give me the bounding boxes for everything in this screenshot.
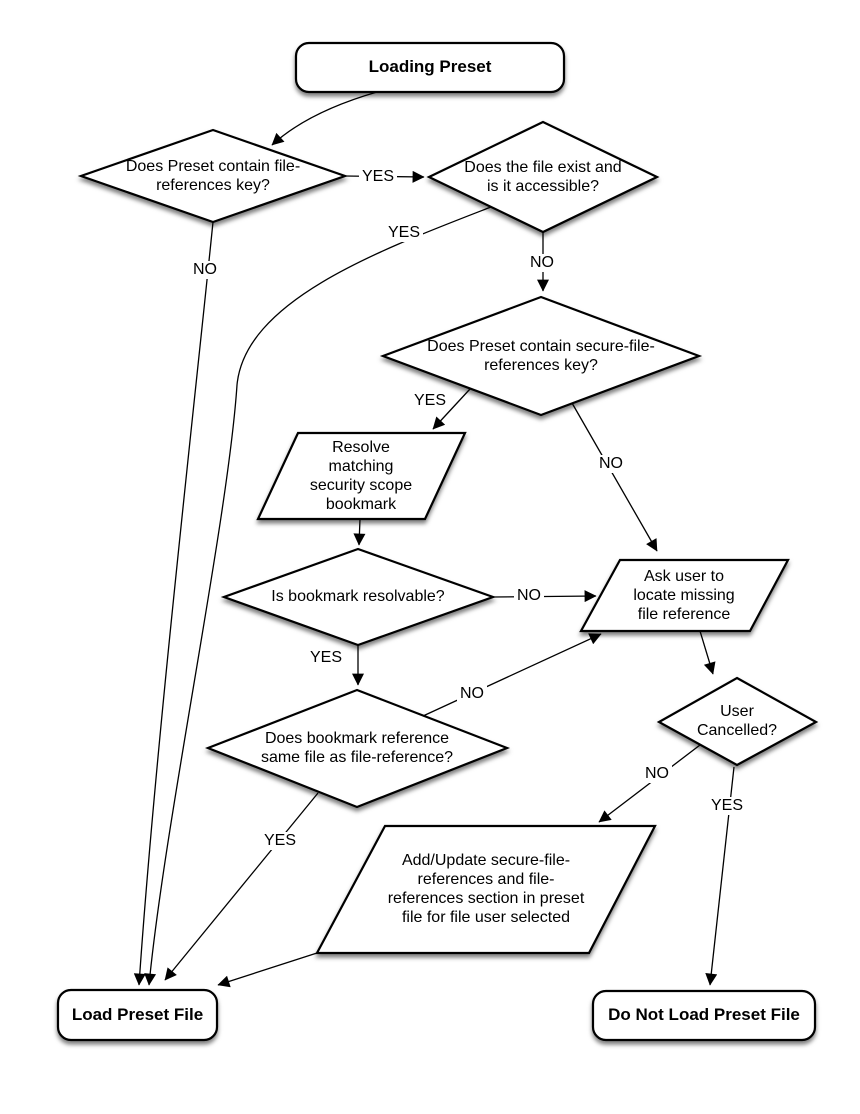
edge-label-yes: YES	[385, 224, 423, 242]
edge-start-to-has-file-references	[272, 92, 377, 145]
label-bookmark-resolvable: Is bookmark resolvable?	[271, 588, 445, 606]
label-resolve-bookmark: Resolve matching security scope bookmark	[309, 438, 413, 514]
label-add-update-references: Add/Update secure-file-references and file-references section in preset file for file user selected	[387, 851, 585, 927]
edge-resolvable-no	[493, 596, 596, 597]
label-load-preset-file: Load Preset File	[71, 1004, 204, 1024]
label-do-not-load-preset-file: Do Not Load Preset File	[608, 1005, 800, 1025]
edge-ask-user-to-cancelled	[700, 631, 713, 674]
edge-label-no: NO	[596, 455, 626, 473]
edge-label-yes: YES	[411, 392, 449, 410]
edge-cancelled-no	[599, 745, 700, 822]
label-has-file-references: Does Preset contain file-references key?	[125, 157, 301, 194]
label-ask-user-locate: Ask user to locate missing file reference	[633, 567, 735, 624]
edge-resolve-to-resolvable	[359, 519, 360, 545]
edge-label-no: NO	[457, 685, 487, 703]
edge-label-no: NO	[190, 261, 220, 279]
edge-has-secure-no	[572, 403, 657, 551]
label-has-secure-file-references: Does Preset contain secure-file-references key?	[427, 337, 655, 374]
edge-label-no: NO	[527, 254, 557, 272]
edge-same-file-no	[423, 634, 601, 716]
edge-same-file-yes	[165, 793, 318, 980]
edge-add-update-to-load	[218, 953, 317, 985]
edge-label-yes: YES	[359, 168, 397, 186]
label-file-exists-accessible: Does the file exist and is it accessible?	[464, 158, 622, 195]
edge-label-no: NO	[514, 587, 544, 605]
edge-label-yes: YES	[307, 649, 345, 667]
edge-has-file-references-no	[139, 222, 213, 985]
edge-label-yes: YES	[708, 797, 746, 815]
label-user-cancelled: User Cancelled?	[696, 702, 778, 739]
edge-label-yes: YES	[261, 832, 299, 850]
edge-label-no: NO	[642, 765, 672, 783]
label-bookmark-same-file: Does bookmark reference same file as file-reference?	[260, 729, 454, 766]
label-loading-preset: Loading Preset	[368, 57, 492, 77]
